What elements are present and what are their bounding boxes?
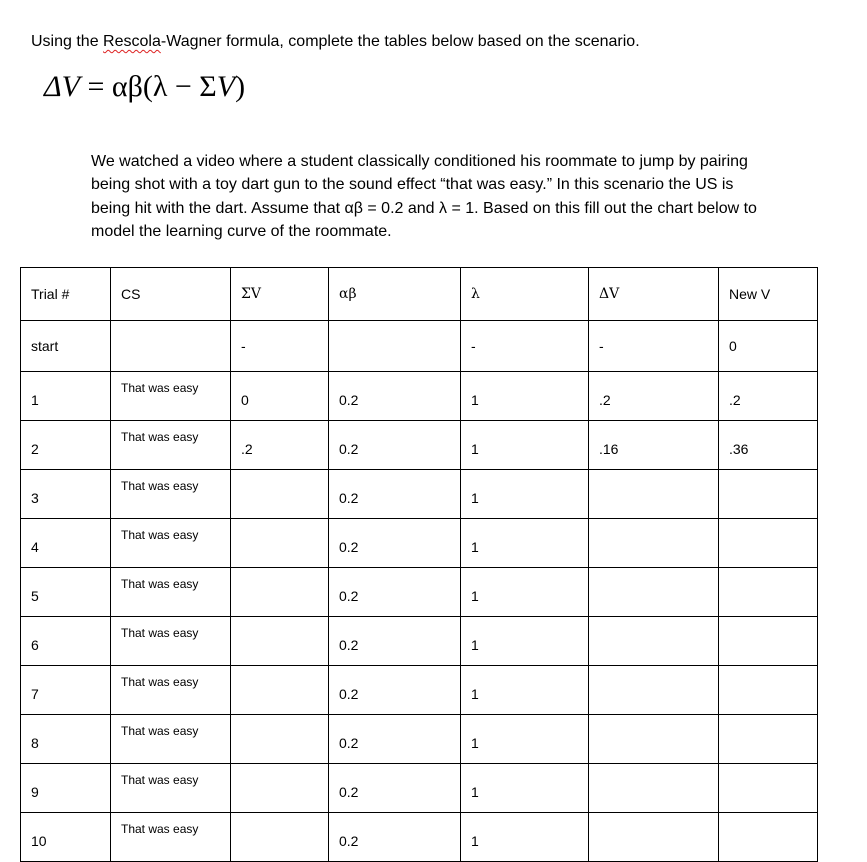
table-row: [21, 666, 818, 715]
cs-cell[interactable]: That was easy: [111, 666, 231, 715]
table-row: [21, 568, 818, 617]
trial-cell[interactable]: 6: [21, 617, 111, 666]
alpha-beta-cell[interactable]: 0.2: [329, 617, 461, 666]
header-cs: CS: [111, 268, 231, 321]
delta-v-cell[interactable]: [589, 666, 719, 715]
cs-cell[interactable]: [111, 321, 231, 372]
scenario-line: model the learning curve of the roommate.: [91, 222, 392, 240]
table-row: [21, 470, 818, 519]
sum-v-cell[interactable]: -: [231, 321, 329, 372]
alpha-beta-cell[interactable]: 0.2: [329, 470, 461, 519]
new-v-cell[interactable]: [719, 764, 818, 813]
cs-cell[interactable]: That was easy: [111, 617, 231, 666]
new-v-cell[interactable]: [719, 715, 818, 764]
sum-v-cell[interactable]: [231, 813, 329, 862]
trial-cell[interactable]: 10: [21, 813, 111, 862]
table-row: [21, 321, 818, 372]
delta-v-cell[interactable]: -: [589, 321, 719, 372]
sum-v-cell[interactable]: [231, 764, 329, 813]
alpha-beta-cell[interactable]: 0.2: [329, 764, 461, 813]
trial-cell[interactable]: 1: [21, 372, 111, 421]
alpha-beta-cell[interactable]: 0.2: [329, 519, 461, 568]
sum-v-cell[interactable]: 0: [231, 372, 329, 421]
table-row: [21, 421, 818, 470]
trial-cell[interactable]: 2: [21, 421, 111, 470]
lambda-cell[interactable]: 1: [461, 617, 589, 666]
table-row: [21, 519, 818, 568]
lambda-cell[interactable]: 1: [461, 519, 589, 568]
lambda-cell[interactable]: 1: [461, 372, 589, 421]
header-trial: Trial #: [21, 268, 111, 321]
trial-cell[interactable]: 8: [21, 715, 111, 764]
table-row: [21, 617, 818, 666]
lambda-cell[interactable]: 1: [461, 666, 589, 715]
alpha-beta-cell[interactable]: 0.2: [329, 813, 461, 862]
formula-rhs-var: V: [216, 70, 236, 103]
sum-v-cell[interactable]: [231, 666, 329, 715]
scenario-line: being hit with the dart. Assume that αβ = 0.2 and λ = 1. Based on this fill out the chart below to: [91, 199, 757, 217]
instruction-suffix: -Wagner formula, complete the tables below based on the scenario.: [160, 33, 640, 50]
delta-v-cell[interactable]: [589, 813, 719, 862]
new-v-cell[interactable]: .36: [719, 421, 818, 470]
sum-v-cell[interactable]: [231, 470, 329, 519]
trial-cell[interactable]: 4: [21, 519, 111, 568]
table-row: [21, 715, 818, 764]
misspelled-word[interactable]: Rescola: [103, 33, 161, 50]
trial-cell[interactable]: 7: [21, 666, 111, 715]
lambda-cell[interactable]: 1: [461, 568, 589, 617]
table-row: [21, 764, 818, 813]
table-body: [21, 321, 818, 862]
delta-v-cell[interactable]: .16: [589, 421, 719, 470]
lambda-cell[interactable]: 1: [461, 421, 589, 470]
sum-v-cell[interactable]: [231, 519, 329, 568]
scenario-line: We watched a video where a student classically conditioned his roommate to jump by pairing: [91, 153, 748, 170]
rescorla-wagner-formula: [44, 70, 245, 104]
new-v-cell[interactable]: [719, 470, 818, 519]
scenario-paragraph: [91, 150, 811, 243]
cs-cell[interactable]: That was easy: [111, 764, 231, 813]
delta-v-cell[interactable]: [589, 470, 719, 519]
table-header-row: [21, 268, 818, 321]
cs-cell[interactable]: That was easy: [111, 372, 231, 421]
cs-cell[interactable]: That was easy: [111, 519, 231, 568]
delta-v-cell[interactable]: .2: [589, 372, 719, 421]
lambda-cell[interactable]: 1: [461, 715, 589, 764]
new-v-cell[interactable]: [719, 568, 818, 617]
cs-cell[interactable]: That was easy: [111, 568, 231, 617]
header-new-v: New V: [719, 268, 818, 321]
header-delta-v: ΔV: [589, 268, 719, 321]
instruction-prefix: Using the: [31, 33, 104, 50]
new-v-cell[interactable]: 0: [719, 321, 818, 372]
lambda-cell[interactable]: 1: [461, 764, 589, 813]
lambda-cell[interactable]: -: [461, 321, 589, 372]
lambda-cell[interactable]: 1: [461, 813, 589, 862]
learning-curve-table: [20, 267, 818, 862]
header-lambda: λ: [461, 268, 589, 321]
new-v-cell[interactable]: .2: [719, 372, 818, 421]
cs-cell[interactable]: That was easy: [111, 715, 231, 764]
instruction-text: [31, 33, 640, 51]
formula-lhs: ΔV: [44, 70, 80, 103]
alpha-beta-cell[interactable]: 0.2: [329, 372, 461, 421]
new-v-cell[interactable]: [719, 617, 818, 666]
new-v-cell[interactable]: [719, 813, 818, 862]
sum-v-cell[interactable]: [231, 568, 329, 617]
cs-cell[interactable]: That was easy: [111, 813, 231, 862]
trial-cell[interactable]: 9: [21, 764, 111, 813]
lambda-cell[interactable]: 1: [461, 470, 589, 519]
table-row: [21, 372, 818, 421]
delta-v-cell[interactable]: [589, 519, 719, 568]
formula-rhs-prefix: αβ(λ − Σ: [111, 70, 217, 103]
delta-v-cell[interactable]: [589, 764, 719, 813]
sum-v-cell[interactable]: .2: [231, 421, 329, 470]
alpha-beta-cell[interactable]: [329, 321, 461, 372]
alpha-beta-cell[interactable]: 0.2: [329, 666, 461, 715]
sum-v-cell[interactable]: [231, 715, 329, 764]
header-sum-v: ΣV: [231, 268, 329, 321]
cs-cell[interactable]: That was easy: [111, 470, 231, 519]
alpha-beta-cell[interactable]: 0.2: [329, 715, 461, 764]
table-row: [21, 813, 818, 862]
trial-cell[interactable]: 3: [21, 470, 111, 519]
delta-v-cell[interactable]: [589, 715, 719, 764]
cs-cell[interactable]: That was easy: [111, 421, 231, 470]
new-v-cell[interactable]: [719, 519, 818, 568]
formula-rhs-close: ): [235, 70, 246, 103]
new-v-cell[interactable]: [719, 666, 818, 715]
header-alpha-beta: αβ: [329, 268, 461, 321]
delta-v-cell[interactable]: [589, 617, 719, 666]
delta-v-cell[interactable]: [589, 568, 719, 617]
formula-equals: =: [87, 70, 105, 103]
alpha-beta-cell[interactable]: 0.2: [329, 421, 461, 470]
scenario-line: being shot with a toy dart gun to the sound effect “that was easy.” In this scenario the US is: [91, 176, 734, 194]
alpha-beta-cell[interactable]: 0.2: [329, 568, 461, 617]
trial-cell[interactable]: start: [21, 321, 111, 372]
sum-v-cell[interactable]: [231, 617, 329, 666]
trial-cell[interactable]: 5: [21, 568, 111, 617]
